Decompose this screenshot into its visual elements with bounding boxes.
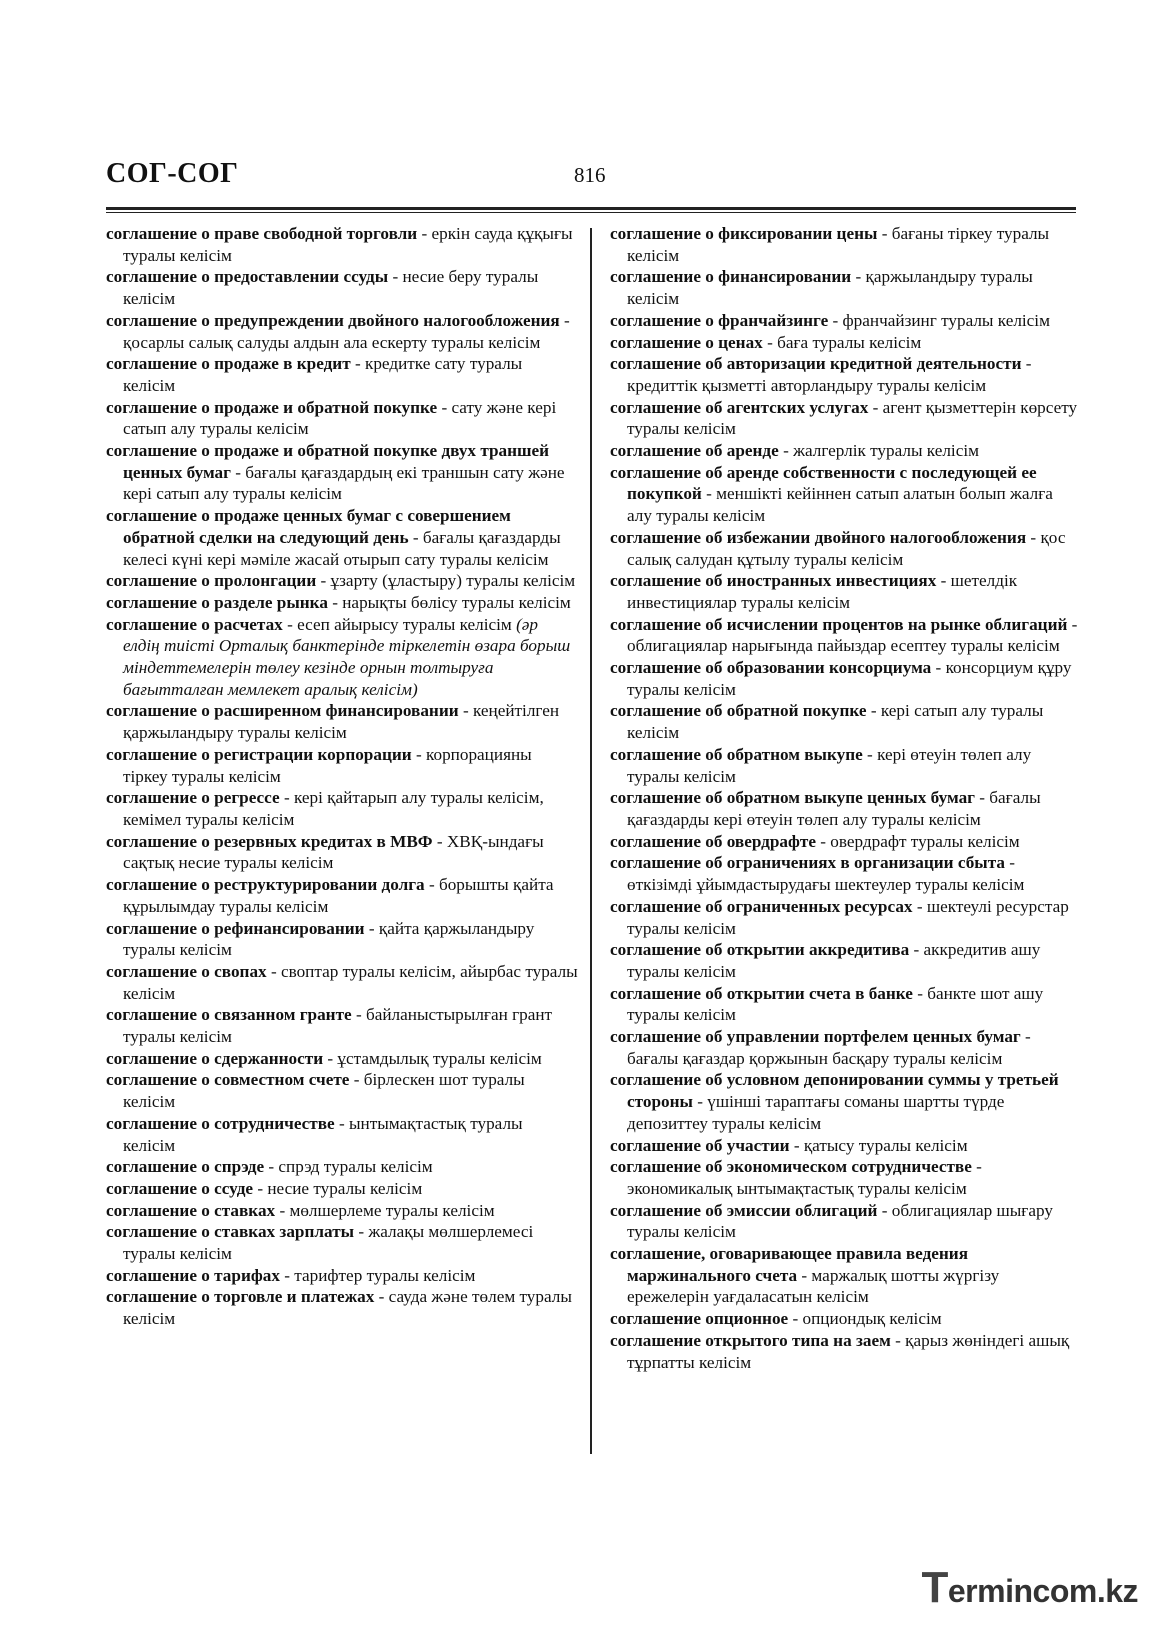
dictionary-entry (610, 1308, 1078, 1330)
entry-definition: - нарықты бөлісу туралы келісім (327, 592, 571, 612)
dictionary-entry (610, 223, 1078, 266)
dictionary-entry (106, 440, 578, 505)
entry-term: соглашение об ограничениях в организации сбыта (610, 853, 1005, 873)
entry-definition: - своптар туралы келісім, айырбас туралы келісім (123, 961, 578, 1003)
entry-definition: - қайта қаржыландыру туралы келісім (123, 918, 535, 960)
dictionary-entry (106, 1048, 578, 1070)
entry-definition: - есеп айырысу туралы келісім (282, 614, 517, 634)
entry-term: соглашение об открытии аккредитива (610, 940, 910, 960)
entry-term: соглашение о спрэде (106, 1157, 265, 1177)
entry-definition: - ынтымақтастық туралы келісім (123, 1113, 523, 1155)
entry-term: соглашение о пролонгации (106, 571, 317, 591)
entry-term: соглашение, оговаривающее правила ведения маржинального счета (610, 1244, 968, 1285)
entry-term: соглашение о реструктурировании долга (106, 875, 425, 895)
dictionary-entry (106, 1200, 578, 1222)
entry-definition: - несие беру туралы келісім (123, 267, 539, 309)
dictionary-entry (106, 700, 578, 743)
entry-term: соглашение о продаже ценных бумаг с совершением обратной сделки на следующий день (106, 506, 511, 547)
entry-definition: - бағалы қағаздардың екі траншын сату және кері сатып алу туралы келісім (123, 462, 565, 504)
entry-definition: - бағаны тіркеу туралы келісім (627, 224, 1050, 265)
entry-term: соглашение о ставках (106, 1200, 276, 1220)
entry-term: соглашение об условном депонировании суммы у третьей стороны (610, 1070, 1059, 1112)
dictionary-entry (610, 831, 1078, 853)
entry-term: соглашение о продаже и обратной покупке (106, 397, 438, 417)
dictionary-entry (610, 527, 1078, 570)
entry-definition: - кредиттік қызметті авторландыру туралы келісім (627, 354, 1032, 395)
entry-term: соглашение об обратном выкупе (610, 744, 863, 764)
entry-term: соглашение о торговле и платежах (106, 1287, 375, 1307)
entry-definition: - жалгерлік туралы келісім (778, 441, 979, 461)
column-divider (590, 228, 592, 1454)
dictionary-entry (106, 570, 578, 592)
entry-term: соглашение опционное (610, 1309, 789, 1329)
entry-term: соглашение о рефинансировании (106, 918, 365, 938)
entry-term: соглашение об аренде собственности с последующей ее покупкой (610, 462, 1037, 504)
dictionary-entry (106, 353, 578, 396)
entry-definition: - бағалы қағаздар қоржынын басқару туралы келісім (627, 1027, 1031, 1068)
dictionary-entry (610, 1200, 1078, 1243)
entry-definition: - қатысу туралы келісім (789, 1135, 968, 1155)
dictionary-entry (106, 961, 578, 1004)
entry-definition: - бірлескен шот туралы келісім (123, 1070, 525, 1112)
dictionary-entry (106, 1069, 578, 1112)
dictionary-entry (106, 1286, 578, 1329)
entry-definition: - еркін сауда құқығы туралы келісім (123, 224, 573, 265)
entry-term: соглашение об образовании консорциума (610, 658, 932, 678)
entry-definition: - облигациялар нарығында пайыздар есептеу туралы келісім (627, 614, 1078, 656)
entry-definition: - консорциум құру туралы келісім (627, 658, 1072, 699)
entry-definition: - кредитке сату туралы келісім (123, 354, 523, 395)
dictionary-entry (610, 462, 1078, 527)
entry-term: соглашение о регистрации корпорации (106, 744, 412, 764)
entry-term: соглашение о сдержанности (106, 1048, 324, 1068)
entry-term: соглашение об исчислении процентов на рынке облигаций (610, 614, 1068, 634)
entry-term: соглашение о сотрудничестве (106, 1113, 335, 1133)
entry-term: соглашение о свопах (106, 961, 267, 981)
dictionary-entry (610, 939, 1078, 982)
entry-definition: - баға туралы келісім (762, 332, 922, 352)
entry-term: соглашение об эмиссии облигаций (610, 1200, 878, 1220)
entry-definition: - қарыз жөніндегі ашық тұрпатты келісім (627, 1330, 1070, 1372)
entry-definition: - агент қызметтерін көрсету туралы келісім (627, 397, 1078, 439)
page-number: 816 (574, 163, 606, 187)
dictionary-entry (106, 918, 578, 961)
entry-definition: - аккредитив ашу туралы келісім (627, 940, 1041, 981)
entry-term: соглашение о предоставлении ссуды (106, 267, 389, 287)
entry-definition: - кері сатып алу туралы келісім (627, 701, 1044, 743)
entry-term: соглашение о резервных кредитах в МВФ (106, 831, 433, 851)
dictionary-entry (610, 1026, 1078, 1069)
dictionary-entry (106, 1156, 578, 1178)
entry-term: соглашение об овердрафте (610, 831, 816, 851)
entry-definition: - опциондық келісім (788, 1309, 942, 1329)
entry-term: соглашение об авторизации кредитной деятельности (610, 354, 1022, 374)
dictionary-entry (610, 1135, 1078, 1157)
dictionary-entry (610, 332, 1078, 354)
dictionary-entry (106, 505, 578, 570)
dictionary-entry (610, 266, 1078, 309)
entry-term: соглашение о предупреждении двойного налогообложения (106, 310, 560, 330)
entry-term: соглашение об открытии счета в банке (610, 983, 913, 1003)
dictionary-entry (106, 874, 578, 917)
page-title: СОГ-СОГ (106, 158, 239, 189)
entry-term: соглашение о ссуде (106, 1178, 254, 1198)
entry-definition: - қосарлы салық салуды алдын ала ескерту туралы келісім (123, 310, 570, 352)
entry-definition: - бағалы қағаздарды келесі күні кері мәміле жасай отырып сату туралы келісім (123, 527, 561, 569)
entry-term: соглашение об ограниченных ресурсах (610, 896, 913, 916)
dictionary-entry (610, 852, 1078, 895)
left-column (106, 223, 578, 1330)
dictionary-entry (610, 744, 1078, 787)
entry-term: соглашение о совместном счете (106, 1070, 350, 1090)
dictionary-entry (106, 223, 578, 266)
dictionary-entry (610, 700, 1078, 743)
entry-term: соглашение об обратной покупке (610, 701, 867, 721)
entry-definition: - спрэд туралы келісім (264, 1157, 433, 1177)
entry-term: соглашение о фиксировании цены (610, 224, 878, 243)
entry-term: соглашение о финансировании (610, 267, 852, 287)
entry-definition: - өткізімді ұйымдастырудағы шектеулер туралы келісім (627, 853, 1025, 895)
entry-definition: - кері қайтарып алу туралы келісім, кемімел туралы келісім (123, 788, 544, 829)
entry-definition: - облигациялар шығару туралы келісім (627, 1200, 1053, 1242)
entry-term: соглашение открытого типа на заем (610, 1330, 891, 1350)
entry-term: соглашение о франчайзинге (610, 310, 829, 330)
entry-term: соглашение об обратном выкупе ценных бумаг (610, 788, 975, 808)
dictionary-entry (106, 1178, 578, 1200)
entry-definition: - несие туралы келісім (253, 1178, 423, 1198)
dictionary-entry (610, 614, 1078, 657)
dictionary-entry (106, 1004, 578, 1047)
dictionary-entry (106, 1221, 578, 1264)
entry-definition: - корпорацияны тіркеу туралы келісім (123, 744, 532, 786)
entry-term: соглашение о связанном гранте (106, 1005, 352, 1025)
entry-definition: - жалақы мөлшерлемесі туралы келісім (123, 1222, 534, 1264)
entry-definition: - шетелдік инвестициялар туралы келісім (627, 571, 1018, 612)
entry-term: соглашение о разделе рынка (106, 592, 328, 612)
dictionary-entry (610, 896, 1078, 939)
entry-term: соглашение об управлении портфелем ценных бумаг (610, 1027, 1021, 1047)
entry-definition: - экономикалық ынтымақтастық туралы келісім (627, 1157, 982, 1198)
entry-definition: - франчайзинг туралы келісім (828, 310, 1050, 330)
entry-definition: - кері өтеуін төлеп алу туралы келісім (627, 744, 1032, 786)
entry-definition: - сауда және төлем туралы келісім (123, 1287, 572, 1329)
entry-definition: - ХВҚ-ындағы сақтық несие туралы келісім (123, 831, 544, 873)
dictionary-entry (106, 787, 578, 830)
dictionary-entry (610, 983, 1078, 1026)
entry-definition: - сату және кері сатып алу туралы келісім (123, 397, 557, 439)
entry-term: соглашение о ценах (610, 332, 763, 352)
entry-definition: - овердрафт туралы келісім (815, 831, 1020, 851)
entry-term: соглашение о расширенном финансировании (106, 701, 459, 721)
entry-definition: - мөлшерлеме туралы келісім (275, 1200, 495, 1220)
dictionary-entry (610, 1069, 1078, 1134)
entry-definition: - шектеулі ресурстар туралы келісім (627, 896, 1069, 938)
entry-definition: - бағалы қағаздарды кері өтеуін төлеп алу туралы келісім (627, 788, 1041, 829)
dictionary-entry (106, 1113, 578, 1156)
dictionary-entry (106, 1265, 578, 1287)
dictionary-entry (106, 310, 578, 353)
dictionary-entry (106, 744, 578, 787)
entry-term: соглашение об аренде (610, 441, 779, 461)
entry-term: соглашение о тарифах (106, 1265, 280, 1285)
entry-definition: - үшінші тараптағы соманы шартты түрде депозиттеу туралы келісім (627, 1092, 1005, 1133)
dictionary-entry (610, 1156, 1078, 1199)
entry-definition: - байланыстырылған грант туралы келісім (123, 1005, 553, 1047)
entry-definition: - кеңейтілген қаржыландыру туралы келісім (123, 701, 560, 743)
entry-term: соглашение об иностранных инвестициях (610, 571, 937, 591)
dictionary-entry (610, 353, 1078, 396)
entry-definition: - маржалық шотты жүргізу ережелерін уағдаласатын келісім (627, 1265, 1000, 1307)
entry-term: соглашение об агентских услугах (610, 397, 869, 417)
entry-definition: - борышты қайта құрылымдау туралы келісім (123, 875, 554, 916)
dictionary-entry (106, 397, 578, 440)
entry-term: соглашение о расчетах (106, 614, 283, 634)
entry-term: соглашение о ставках зарплаты (106, 1222, 355, 1242)
dictionary-entry (610, 397, 1078, 440)
entry-note: (әр елдің тиісті Орталық банктерінде тіркелетін өзара борыш міндеттемелерін төлеу кезінде орнын толтыруға бағытталған мемлекет аралық келісім) (123, 614, 571, 699)
entry-definition: - ұстамдылық туралы келісім (323, 1048, 542, 1068)
entry-term: соглашение о продаже в кредит (106, 354, 351, 374)
entry-term: соглашение о продаже и обратной покупке двух траншей ценных бумаг (106, 441, 550, 482)
entry-definition: - тарифтер туралы келісім (279, 1265, 476, 1285)
entry-definition: - ұзарту (ұластыру) туралы келісім (316, 571, 576, 591)
entry-term: соглашение об участии (610, 1135, 790, 1155)
dictionary-entry (610, 787, 1078, 830)
entry-term: соглашение об экономическом сотрудничестве (610, 1157, 972, 1177)
entry-term: соглашение об избежании двойного налогообложения (610, 527, 1027, 547)
dictionary-entry (106, 592, 578, 614)
entry-definition: - меншікті кейіннен сатып алатын болып жалға алу туралы келісім (627, 484, 1053, 526)
dictionary-entry (610, 570, 1078, 613)
right-column (610, 223, 1078, 1373)
dictionary-entry (610, 310, 1078, 332)
dictionary-entry (610, 1243, 1078, 1308)
entry-term: соглашение о регрессе (106, 788, 280, 808)
header-rule (106, 207, 1076, 210)
dictionary-entry (106, 614, 578, 701)
dictionary-entry (610, 657, 1078, 700)
dictionary-entry (610, 1330, 1078, 1373)
dictionary-entry (610, 440, 1078, 462)
dictionary-entry (106, 831, 578, 874)
entry-term: соглашение о праве свободной торговли (106, 224, 418, 243)
entry-definition: - қаржыландыру туралы келісім (627, 267, 1033, 309)
entry-definition: - банкте шот ашу туралы келісім (627, 983, 1044, 1025)
termincom-logo: Termincom.kz (921, 1563, 1138, 1612)
header-rule-thin (106, 212, 1076, 213)
entry-definition: - қос салық салудан құтылу туралы келісім (627, 527, 1066, 569)
dictionary-entry (106, 266, 578, 309)
